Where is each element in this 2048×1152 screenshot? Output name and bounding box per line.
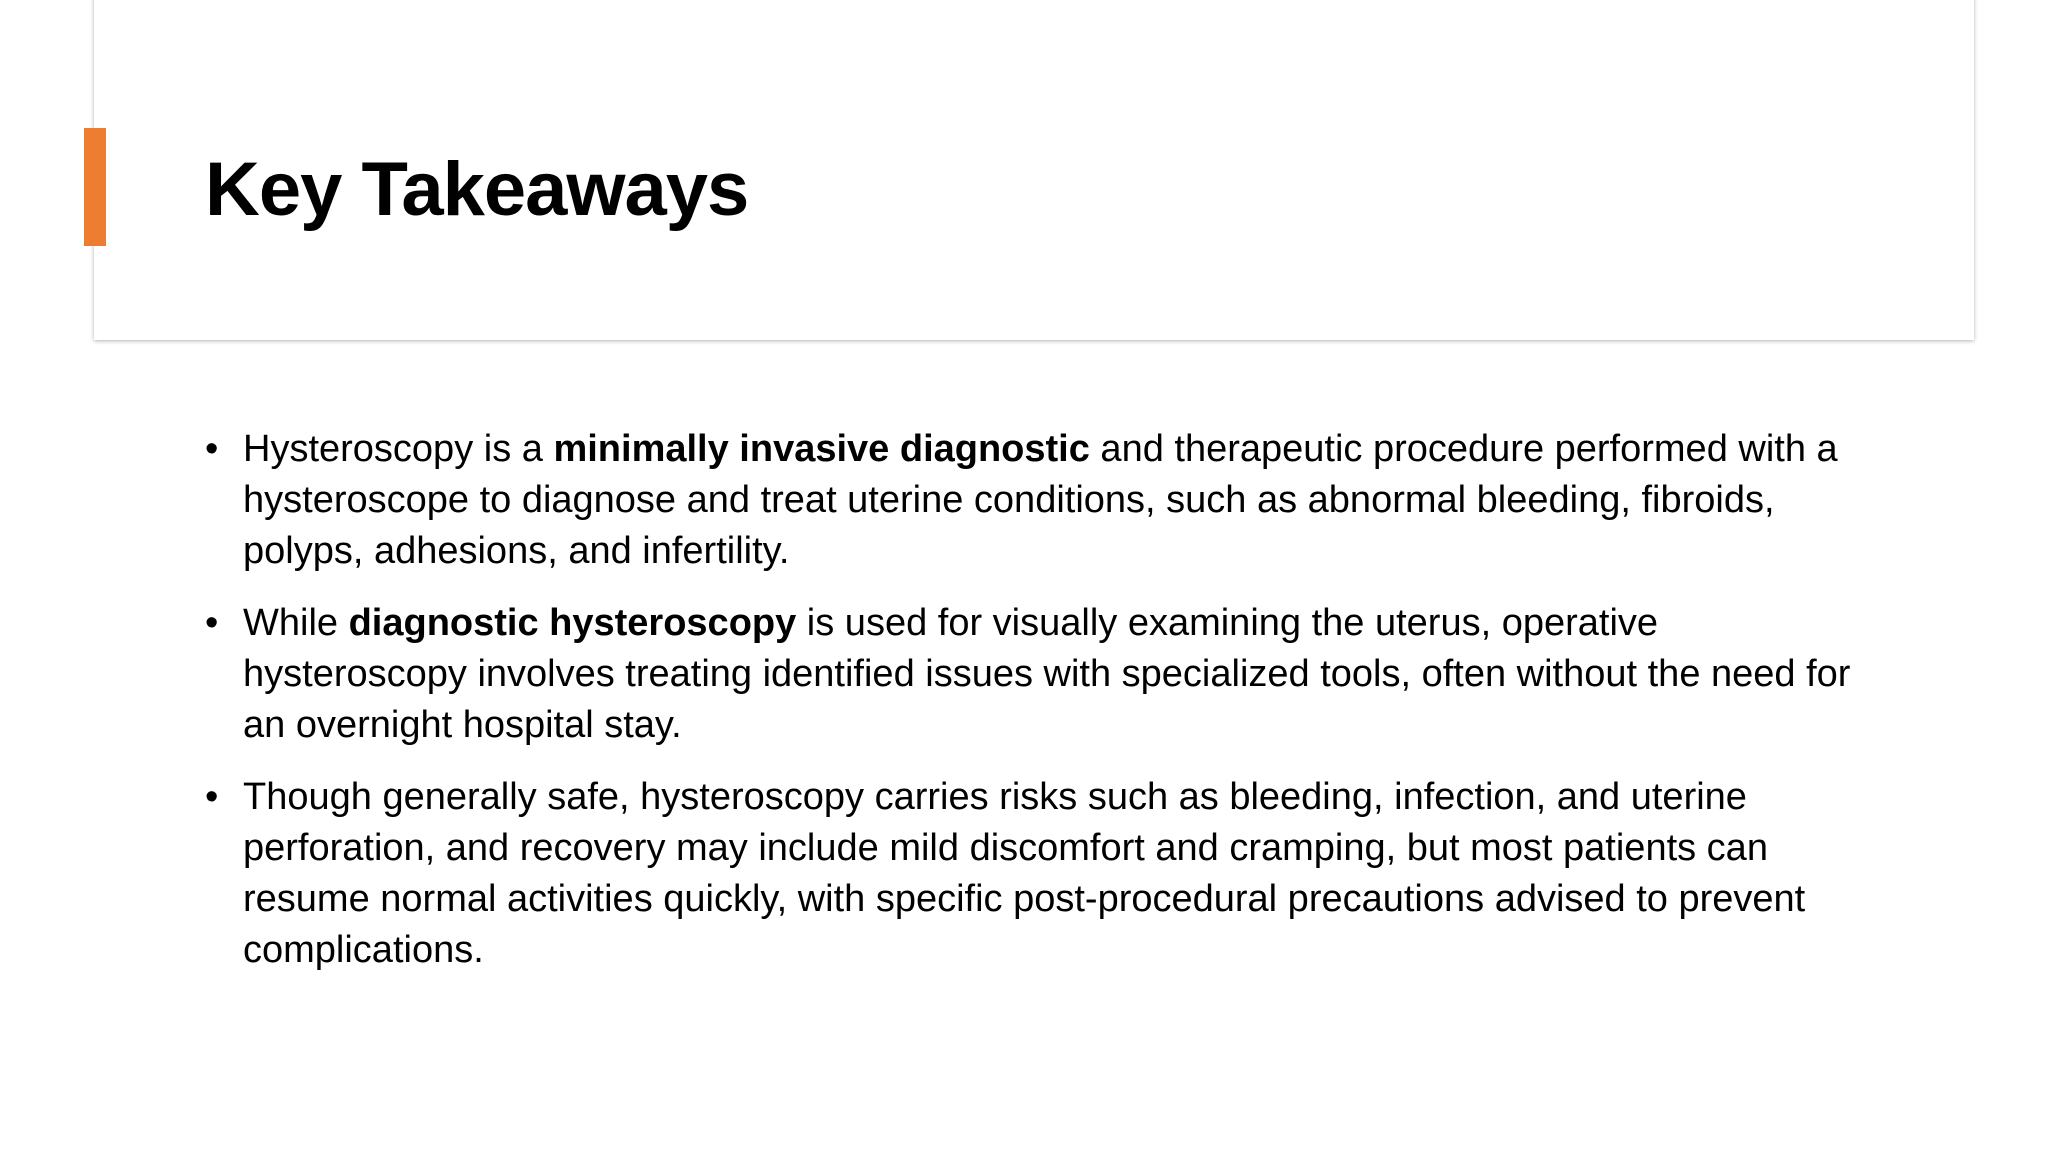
bullet-segment: is used for visually examining the uterus, operative hysteroscopy involves treating identified issues with specialized tools, often without the need for an overnight hospital stay. — [243, 602, 1851, 746]
bullet-segment: While — [243, 602, 349, 644]
bullet-list — [205, 424, 1865, 997]
bullet-segment: and therapeutic procedure performed with a hysteroscope to diagnose and treat uterine conditions, such as abnormal bleeding, fibroids, polyps, adhesions, and infertility. — [243, 428, 1838, 572]
bullet-item-2 — [205, 598, 1865, 751]
slide-title: Key Takeaways — [205, 147, 749, 232]
bullet-text — [243, 602, 1850, 746]
bullet-segment: Though generally safe, hysteroscopy carries risks such as bleeding, infection, and uterine perforation, and recovery may include mild discomfort and cramping, but most patients can resume normal activities quickly, with specific post-procedural precautions advised to prevent complications. — [243, 776, 1806, 971]
bullet-text — [243, 776, 1805, 971]
bullet-emphasis: diagnostic hysteroscopy — [348, 602, 797, 644]
bullet-marker: • — [205, 602, 219, 644]
bullet-item-1 — [205, 424, 1865, 577]
bullet-emphasis: minimally invasive diagnostic — [553, 428, 1090, 470]
bullet-text — [243, 428, 1838, 572]
bullet-marker: • — [205, 428, 219, 470]
bullet-marker: • — [205, 776, 219, 818]
bullet-item-3 — [205, 772, 1865, 976]
title-accent-bar — [84, 128, 106, 246]
bullet-segment: Hysteroscopy is a — [243, 428, 554, 470]
